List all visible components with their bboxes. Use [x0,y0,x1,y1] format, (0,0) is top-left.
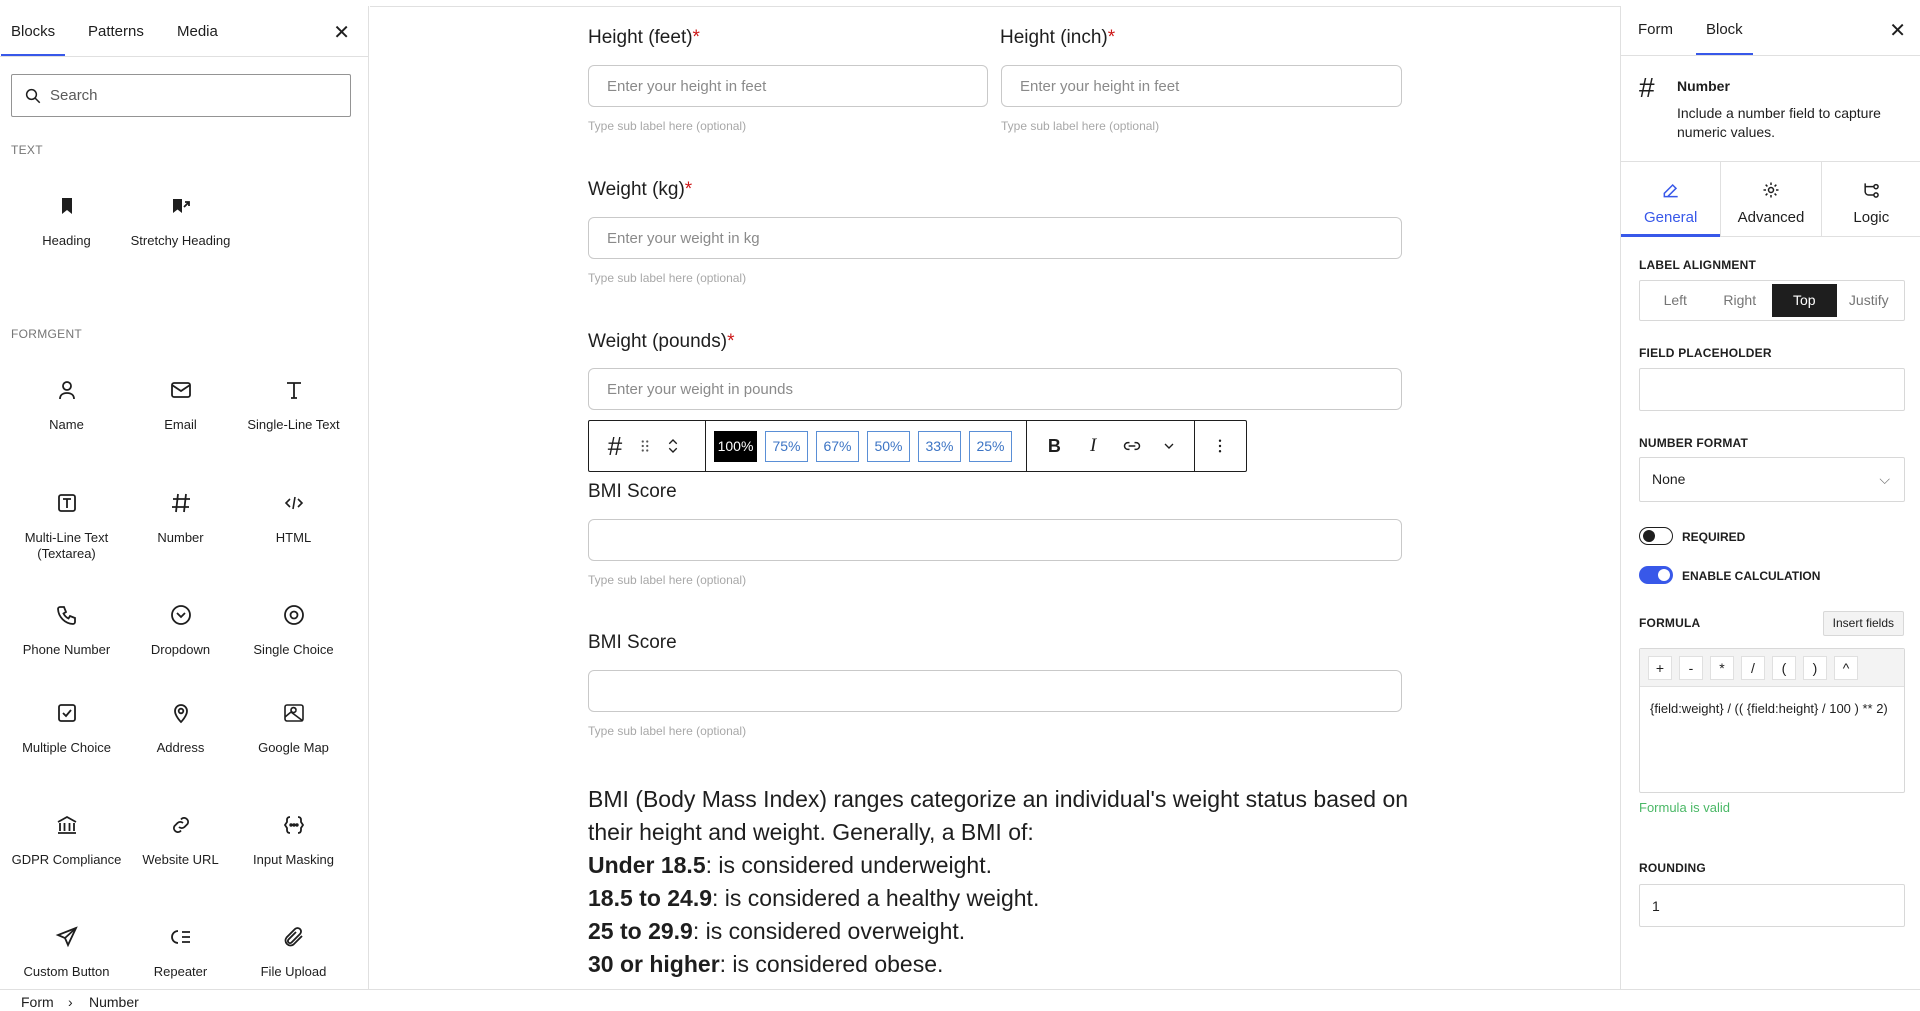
phone-icon [55,603,79,627]
settings-section-tabs [1621,161,1920,237]
sub-label[interactable]: Type sub label here (optional) [588,573,747,587]
hash-icon[interactable]: # [607,430,623,461]
block-label: Heading [42,233,91,248]
block-label: Address [156,740,205,755]
operator-divide-button[interactable]: / [1741,656,1765,680]
hash-icon [169,491,193,515]
sub-label[interactable]: Type sub label here (optional) [588,271,747,285]
map-icon [282,701,306,725]
block-description: Include a number field to capture numeric values. [1677,105,1881,140]
link-icon[interactable] [1118,436,1146,456]
block-multiple-choice[interactable] [10,700,123,756]
number-format-title: NUMBER FORMAT [1639,436,1749,450]
block-label: File Upload [260,964,327,979]
block-heading[interactable] [10,193,123,249]
tab-blocks[interactable]: Blocks [11,23,56,40]
search-icon [24,87,42,105]
align-top-option[interactable]: Top [1772,284,1837,317]
label-alignment-title: LABEL ALIGNMENT [1639,258,1756,272]
user-icon [55,378,79,402]
map-pin-icon [169,701,193,725]
weight-pounds-input[interactable] [588,368,1402,410]
height-inch-input[interactable] [1001,65,1402,107]
enable-calculation-toggle[interactable] [1639,566,1673,584]
formula-title: FORMULA [1639,616,1701,630]
link-icon [169,813,193,837]
search-input[interactable] [50,87,340,104]
formula-textarea[interactable]: {field:weight} / (( {field:height} / 100 ) ** 2) [1650,701,1888,716]
category-text: TEXT [11,143,43,157]
sub-label[interactable]: Type sub label here (optional) [588,724,747,738]
close-icon[interactable]: ✕ [333,22,350,44]
description-line: 25 to 29.9: is considered overweight. [588,918,966,944]
chevron-down-icon[interactable] [1157,438,1181,454]
bmi-score-input-2[interactable] [588,670,1402,712]
required-mark: * [692,27,700,48]
block-custom-button[interactable] [10,924,123,980]
block-number[interactable] [124,490,237,546]
block-label: Stretchy Heading [130,233,231,248]
text-t-icon [282,378,306,402]
block-label: Custom Button [23,964,110,979]
breadcrumb-number[interactable]: Number [89,994,139,1010]
block-label: Google Map [258,740,329,755]
block-label: Single-Line Text [247,417,340,432]
operator-bar [1640,649,1904,687]
block-single-line-text[interactable] [237,377,350,433]
block-multi-line-text[interactable] [10,490,123,562]
block-website-url[interactable] [124,812,237,868]
block-label: Dropdown [150,642,211,657]
block-input-masking[interactable] [237,812,350,868]
editor-canvas [370,6,1620,989]
rounding-title: ROUNDING [1639,861,1706,875]
options-group [1195,421,1245,471]
required-mark: * [1107,27,1116,48]
bank-icon [55,813,79,837]
align-left-option[interactable]: Left [1663,292,1687,308]
width-75-button[interactable]: 75% [765,431,808,462]
block-name[interactable] [10,377,123,433]
settings-sidebar [1620,6,1920,989]
width-33-button[interactable]: 33% [918,431,961,462]
tab-form[interactable]: Form [1638,21,1673,38]
tab-label: Advanced [1737,209,1805,226]
block-label: Phone Number [22,642,111,657]
rounding-input[interactable] [1639,884,1905,927]
block-phone-number[interactable] [10,602,123,658]
drag-handle-icon[interactable] [631,437,659,455]
inserter-tabs [0,6,368,57]
required-toggle[interactable] [1639,527,1673,545]
number-format-select[interactable] [1639,457,1905,502]
block-single-choice[interactable] [237,602,350,658]
description-line: 18.5 to 24.9: is considered a healthy weight. [588,885,1040,911]
field-label-height-inch: Height (inch)* [1000,27,1116,48]
edit-icon [1661,180,1681,200]
italic-icon[interactable]: I [1089,435,1097,456]
breadcrumb [0,989,1920,1011]
checkbox-icon [55,701,79,725]
stretchy-heading-icon [169,194,193,218]
block-label: Input Masking [253,852,334,867]
tab-media[interactable]: Media [177,23,218,40]
required-label: REQUIRED [1682,530,1746,544]
block-label: Single Choice [253,642,334,657]
block-inserter-panel [0,6,369,989]
code-icon [282,491,306,515]
sub-label[interactable]: Type sub label here (optional) [1001,119,1160,133]
block-label: Repeater [153,964,208,979]
field-placeholder-title: FIELD PLACEHOLDER [1639,346,1772,360]
width-options [706,421,1027,471]
width-67-button[interactable]: 67% [816,431,859,462]
block-title: Number [1677,78,1730,94]
field-label-weight-kg: Weight (kg)* [588,179,693,200]
width-100-button[interactable]: 100% [714,431,757,462]
field-label-height-feet: Height (feet)* [588,27,700,48]
operator-minus-button[interactable]: - [1679,656,1703,680]
repeater-icon [169,925,193,949]
tab-logic[interactable] [1822,162,1920,236]
operator-multiply-button[interactable]: * [1710,656,1734,680]
field-label-bmi-score[interactable]: BMI Score [588,481,677,502]
block-repeater[interactable] [124,924,237,980]
tab-label: Logic [1853,209,1890,226]
enable-calculation-label: ENABLE CALCULATION [1682,569,1821,583]
tab-label: General [1643,209,1698,226]
block-label: Name [49,417,84,432]
block-html[interactable] [237,490,350,546]
block-stretchy-heading[interactable] [124,193,237,249]
bmi-description [588,783,1418,981]
field-label-weight-pounds: Weight (pounds)* [588,331,735,352]
braces-icon [282,813,306,837]
sub-label[interactable]: Type sub label here (optional) [588,119,747,133]
block-toolbar-type-group [589,421,706,471]
block-label: Multiple Choice [22,740,111,755]
description-intro: BMI (Body Mass Index) ranges categorize an individual's weight status based on their height and weight. Generally, a BMI of: [588,786,1409,845]
description-line: 30 or higher: is considered obese. [588,951,944,977]
block-label: HTML [275,530,312,545]
block-file-upload[interactable] [237,924,350,980]
more-options-icon[interactable] [1211,437,1229,455]
tab-block[interactable]: Block [1706,21,1743,38]
formula-status: Formula is valid [1639,800,1731,815]
textarea-icon [55,491,79,515]
chevron-down-icon: ⌵ [1879,471,1890,487]
gear-icon [1761,180,1781,200]
block-label: Number [157,530,204,545]
operator-open-paren-button[interactable]: ( [1772,656,1796,680]
block-label: GDPR Compliance [11,852,122,867]
operator-close-paren-button[interactable]: ) [1803,656,1827,680]
tab-general[interactable] [1621,162,1721,236]
format-group [1027,421,1195,471]
block-google-map[interactable] [237,700,350,756]
hash-icon: # [1639,72,1655,103]
required-mark: * [684,179,693,200]
field-label-bmi-score-2: BMI Score [588,632,677,653]
operator-power-button[interactable]: ^ [1834,656,1858,680]
settings-tabs [1621,6,1920,56]
tab-advanced[interactable] [1721,162,1821,236]
insert-fields-button[interactable]: Insert fields [1823,611,1904,636]
block-gdpr-compliance[interactable] [10,812,123,868]
operator-plus-button[interactable]: + [1648,656,1672,680]
tab-patterns[interactable]: Patterns [88,23,144,40]
formula-editor [1639,648,1905,793]
logic-icon [1861,180,1881,200]
field-placeholder-input[interactable] [1639,368,1905,411]
block-email[interactable] [124,377,237,433]
block-toolbar [588,420,1247,472]
align-justify-option[interactable]: Justify [1848,292,1889,308]
block-address[interactable] [124,700,237,756]
search-box [11,74,351,117]
width-25-button[interactable]: 25% [969,431,1012,462]
number-format-value: None [1652,471,1686,487]
bookmark-icon [55,194,79,218]
move-up-down-icon[interactable] [659,431,687,461]
block-label: Website URL [142,852,219,867]
align-right-option[interactable]: Right [1723,292,1757,308]
chevron-circle-icon [169,603,193,627]
description-line: Under 18.5: is considered underweight. [588,852,992,878]
bmi-score-input[interactable] [588,519,1402,561]
weight-kg-input[interactable] [588,217,1402,259]
send-icon [55,925,79,949]
paperclip-icon [282,925,306,949]
category-formgent: FORMGENT [11,327,83,341]
close-icon[interactable]: ✕ [1889,20,1906,42]
block-label: Email [164,417,197,432]
breadcrumb-form[interactable]: Form [21,994,54,1010]
width-50-button[interactable]: 50% [867,431,910,462]
breadcrumb-separator-icon: › [68,994,73,1010]
bold-icon[interactable]: B [1047,435,1061,456]
block-dropdown[interactable] [124,602,237,658]
label-alignment-control [1639,280,1905,321]
envelope-icon [169,378,193,402]
block-label: Multi-Line Text (Textarea) [24,530,109,561]
height-feet-input[interactable] [588,65,988,107]
required-mark: * [727,331,735,352]
radio-icon [282,603,306,627]
